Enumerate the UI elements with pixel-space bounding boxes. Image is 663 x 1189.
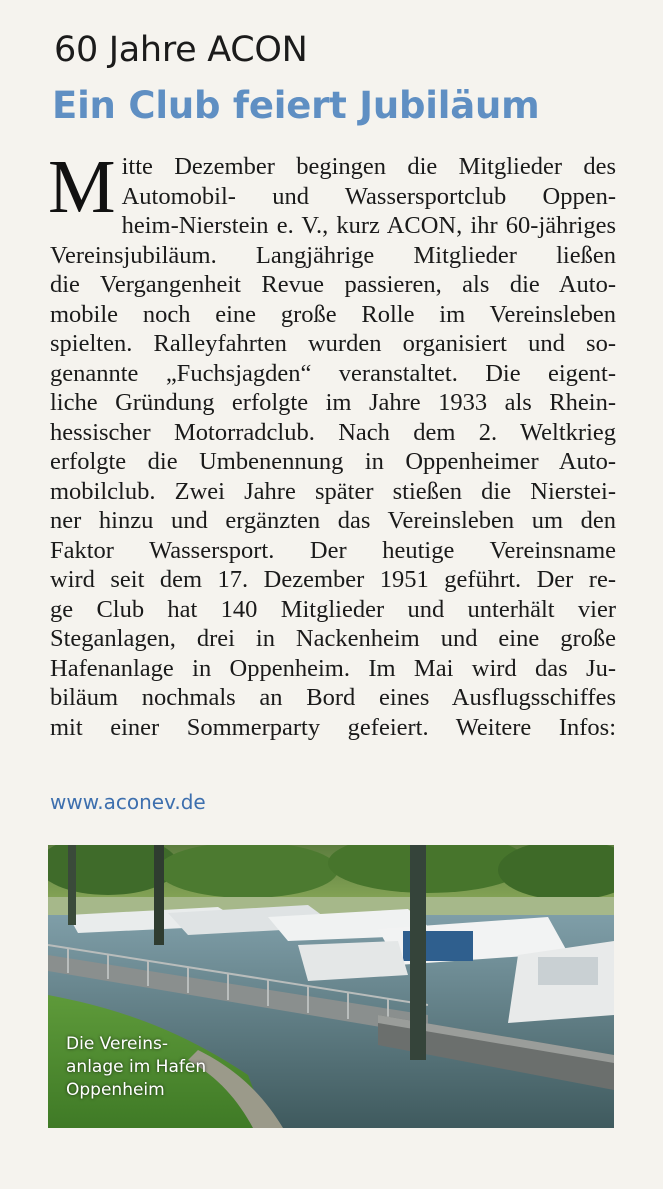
harbor-photo xyxy=(48,845,614,1128)
caption-line: Oppenheim xyxy=(66,1080,165,1100)
first-lines xyxy=(50,152,616,211)
caption-line: Die Vereins- xyxy=(66,1034,169,1054)
body-line: Vereinsjubiläum. Langjährige Mitglieder ließen xyxy=(50,241,616,269)
body-line: ge Club hat 140 Mitglieder und unterhält vier xyxy=(50,595,616,623)
body-line: hessischer Motorradclub. Nach dem 2. Weltkrieg xyxy=(50,418,616,446)
photo-caption xyxy=(66,1033,206,1102)
body-line: spielten. Ralleyfahrten wurden organisiert und so- xyxy=(50,330,616,357)
article-kicker: 60 Jahre ACON xyxy=(54,30,308,70)
body-line: wird seit dem 17. Dezember 1951 geführt. Der re- xyxy=(50,566,616,593)
body-line: liche Gründung erfolgte im Jahre 1933 als Rhein- xyxy=(50,389,616,416)
body-line: itte Dezember begingen die Mitglieder des xyxy=(121,153,616,180)
body-line: die Vergangenheit Revue passieren, als die Auto- xyxy=(50,271,616,298)
body-line: erfolgte die Umbenennung in Oppenheimer Auto- xyxy=(50,448,616,475)
article-body xyxy=(48,145,616,742)
body-line: Steganlagen, drei in Nackenheim und eine große xyxy=(50,625,616,652)
body-line: mit einer Sommerparty gefeiert. Weitere Infos: xyxy=(50,713,616,741)
website-link[interactable]: www.aconev.de xyxy=(50,790,206,814)
body-line: genannte „Fuchsjagden“ veranstaltet. Die eigent- xyxy=(50,359,616,387)
body-line: Automobil- und Wassersportclub Oppen- xyxy=(121,182,616,210)
body-line: Faktor Wassersport. Der heutige Vereinsname xyxy=(50,536,616,564)
caption-line: anlage im Hafen xyxy=(66,1057,207,1077)
body-line: mobile noch eine große Rolle im Vereinsleben xyxy=(50,300,616,328)
article-headline: Ein Club feiert Jubiläum xyxy=(52,84,540,127)
drop-cap: M xyxy=(48,145,116,229)
body-line: Hafenanlage in Oppenheim. Im Mai wird das Ju- xyxy=(50,654,616,682)
body-line: ner hinzu und ergänzten das Vereinsleben um den xyxy=(50,507,616,534)
body-line: biläum nochmals an Bord eines Ausflugsschiffes xyxy=(50,684,616,711)
body-line: heim-Nierstein e. V., kurz ACON, ihr 60-jähriges xyxy=(121,212,616,239)
body-line: mobilclub. Zwei Jahre später stießen die Nierstei- xyxy=(50,477,616,505)
